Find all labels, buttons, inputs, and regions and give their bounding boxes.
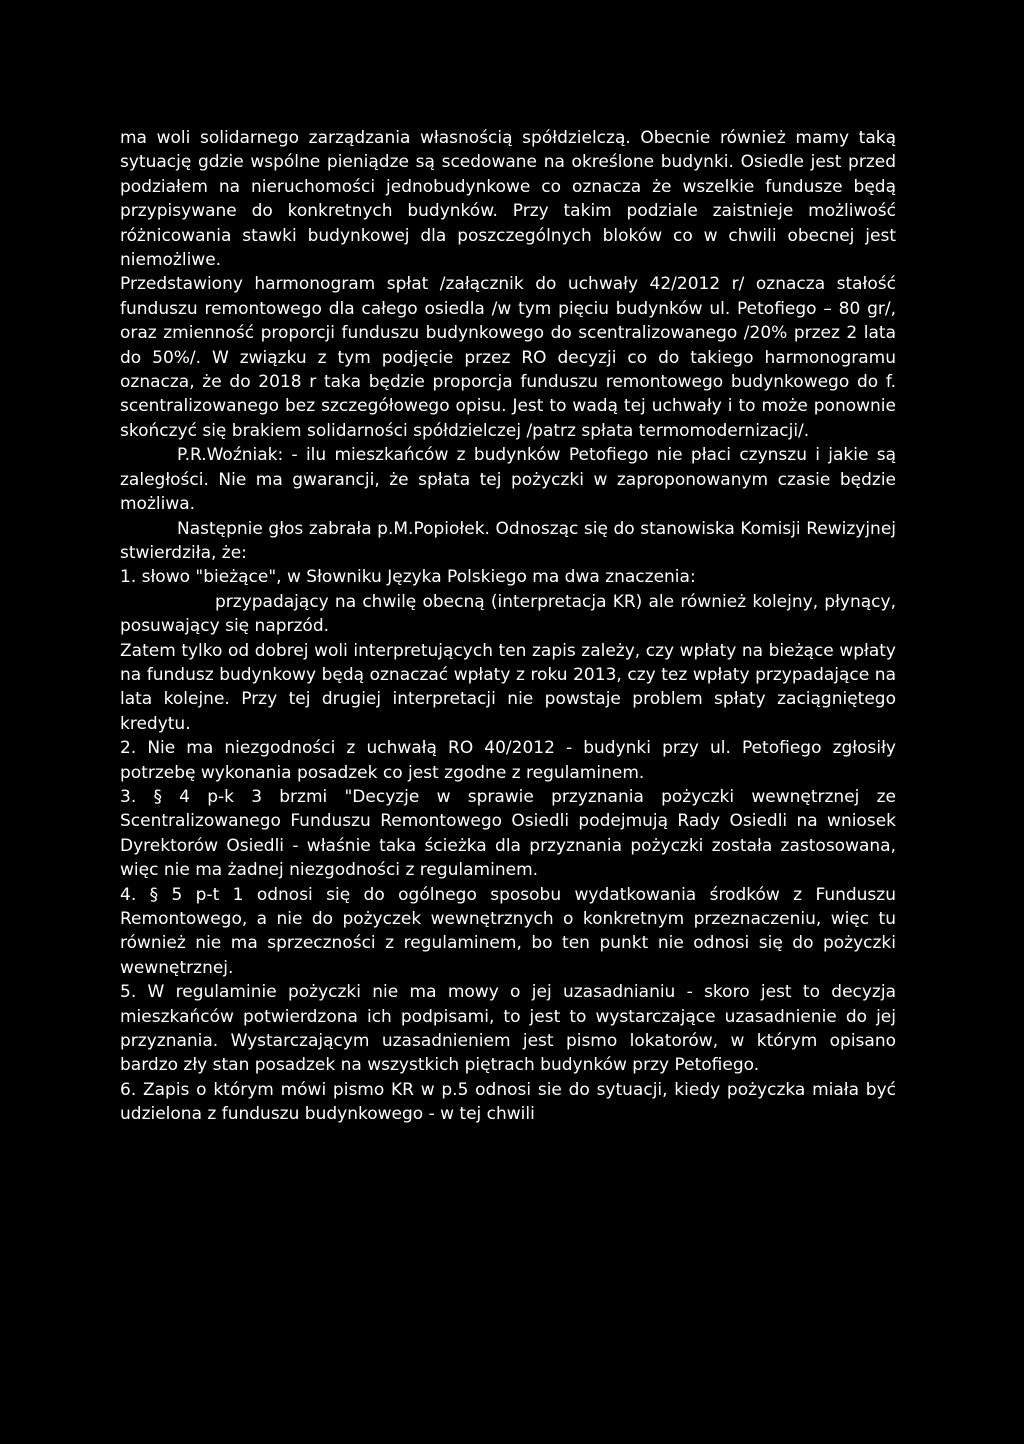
list-item-6: 6. Zapis o którym mówi pismo KR w p.5 odnosi sie do sytuacji, kiedy pożyczka miała być udzielona z funduszu budynkowego - w tej chwili xyxy=(120,1079,896,1125)
paragraph-repayment-schedule: Przedstawiony harmonogram spłat /załącznik do uchwały 42/2012 r/ oznacza stałość funduszu remontowego dla całego osiedla /w tym pięciu budynków ul. Petofiego – 80 gr/, oraz zmienność proporcji funduszu budynkowego do scentralizowanego /20% przez 2 lata do 50%/. W związku z tym podjęcie przez RO decyzji co do takiego harmonogramu oznacza, że do 2018 r taka będzie proporcja funduszu remontowego budynkowego do f. scentralizowanego bez szczegółowego opisu. Jest to wadą tej uchwały i to może ponownie skończyć się brakiem solidarności spółdzielczej /patrz spłata termomodernizacji/. xyxy=(120,274,896,441)
list-item-5: 5. W regulaminie pożyczki nie ma mowy o jej uzasadnianiu - skoro jest to decyzja mieszkańców potwierdzona ich podpisami, to jest to wystarczające uzasadnienie do jej przyznania. Wystarczającym uzasadnieniem jest pismo lokatorów, w którym opisano bardzo zły stan posadzek na wszystkich piętrach budynków przy Petofiego. xyxy=(120,982,896,1076)
list-item-1-continuation: przypadający na chwilę obecną (interpretacja KR) ale również kolejny, płynący, posuwający się naprzód. xyxy=(120,591,896,637)
list-item-4: 4. § 5 p-t 1 odnosi się do ogólnego sposobu wydatkowania środków z Funduszu Remontowego, a nie do pożyczek wewnętrznych o konkretnym przeznaczeniu, więc tu również nie ma sprzeczności z regulaminem, bo ten punkt nie odnosi się do pożyczki wewnętrznej. xyxy=(120,884,896,978)
paragraph-wozniak: P.R.Woźniak: - ilu mieszkańców z budynków Petofiego nie płaci czynszu i jakie są zaległości. Nie ma gwarancji, że spłata tej pożyczki w zaproponowanym czasie będzie możliwa. xyxy=(120,445,896,515)
list-item-3: 3. § 4 p-k 3 brzmi "Decyzje w sprawie przyznania pożyczki wewnętrznej ze Scentralizowanego Funduszu Remontowego Osiedli podejmują Rady Osiedli na wniosek Dyrektorów Osiedli - właśnie taka ścieżka dla przyznania pożyczki została zastosowana, więc nie ma żadnej niezgodności z regulaminem. xyxy=(120,786,896,881)
paragraph-solidarity-intro: ma woli solidarnego zarządzania własnością spółdzielczą. Obecnie również mamy taką sytuację gdzie wspólne pieniądze są scedowane na określone budynki. Osiedle jest przed podziałem na nieruchomości jednobudynkowe co oznacza że wszelkie fundusze będą przypisywane do konkretnych budynków. Przy takim podziale zaistnieje możliwość różnicowania stawki budynkowej dla poszczególnych bloków co w chwili obecnej jest niemożliwe. xyxy=(120,128,896,271)
document-page xyxy=(120,126,896,1127)
paragraph-interpretation: Zatem tylko od dobrej woli interpretujących ten zapis zależy, czy wpłaty na bieżące wpłaty na fundusz budynkowy będą oznaczać wpłaty z roku 2013, czy tez wpłaty przypadające na lata kolejne. Przy tej drugiej interpretacji nie powstaje problem spłaty zaciągniętego kredytu. xyxy=(120,640,896,734)
list-item-1: 1. słowo "bieżące", w Słowniku Języka Polskiego ma dwa znaczenia: xyxy=(120,567,696,588)
paragraph-popiolek: Następnie głos zabrała p.M.Popiołek. Odnosząc się do stanowiska Komisji Rewizyjnej stwierdziła, że: xyxy=(120,518,896,563)
list-item-2: 2. Nie ma niezgodności z uchwałą RO 40/2012 - budynki przy ul. Petofiego zgłosiły potrzebę wykonania posadzek co jest zgodne z regulaminem. xyxy=(120,738,896,783)
